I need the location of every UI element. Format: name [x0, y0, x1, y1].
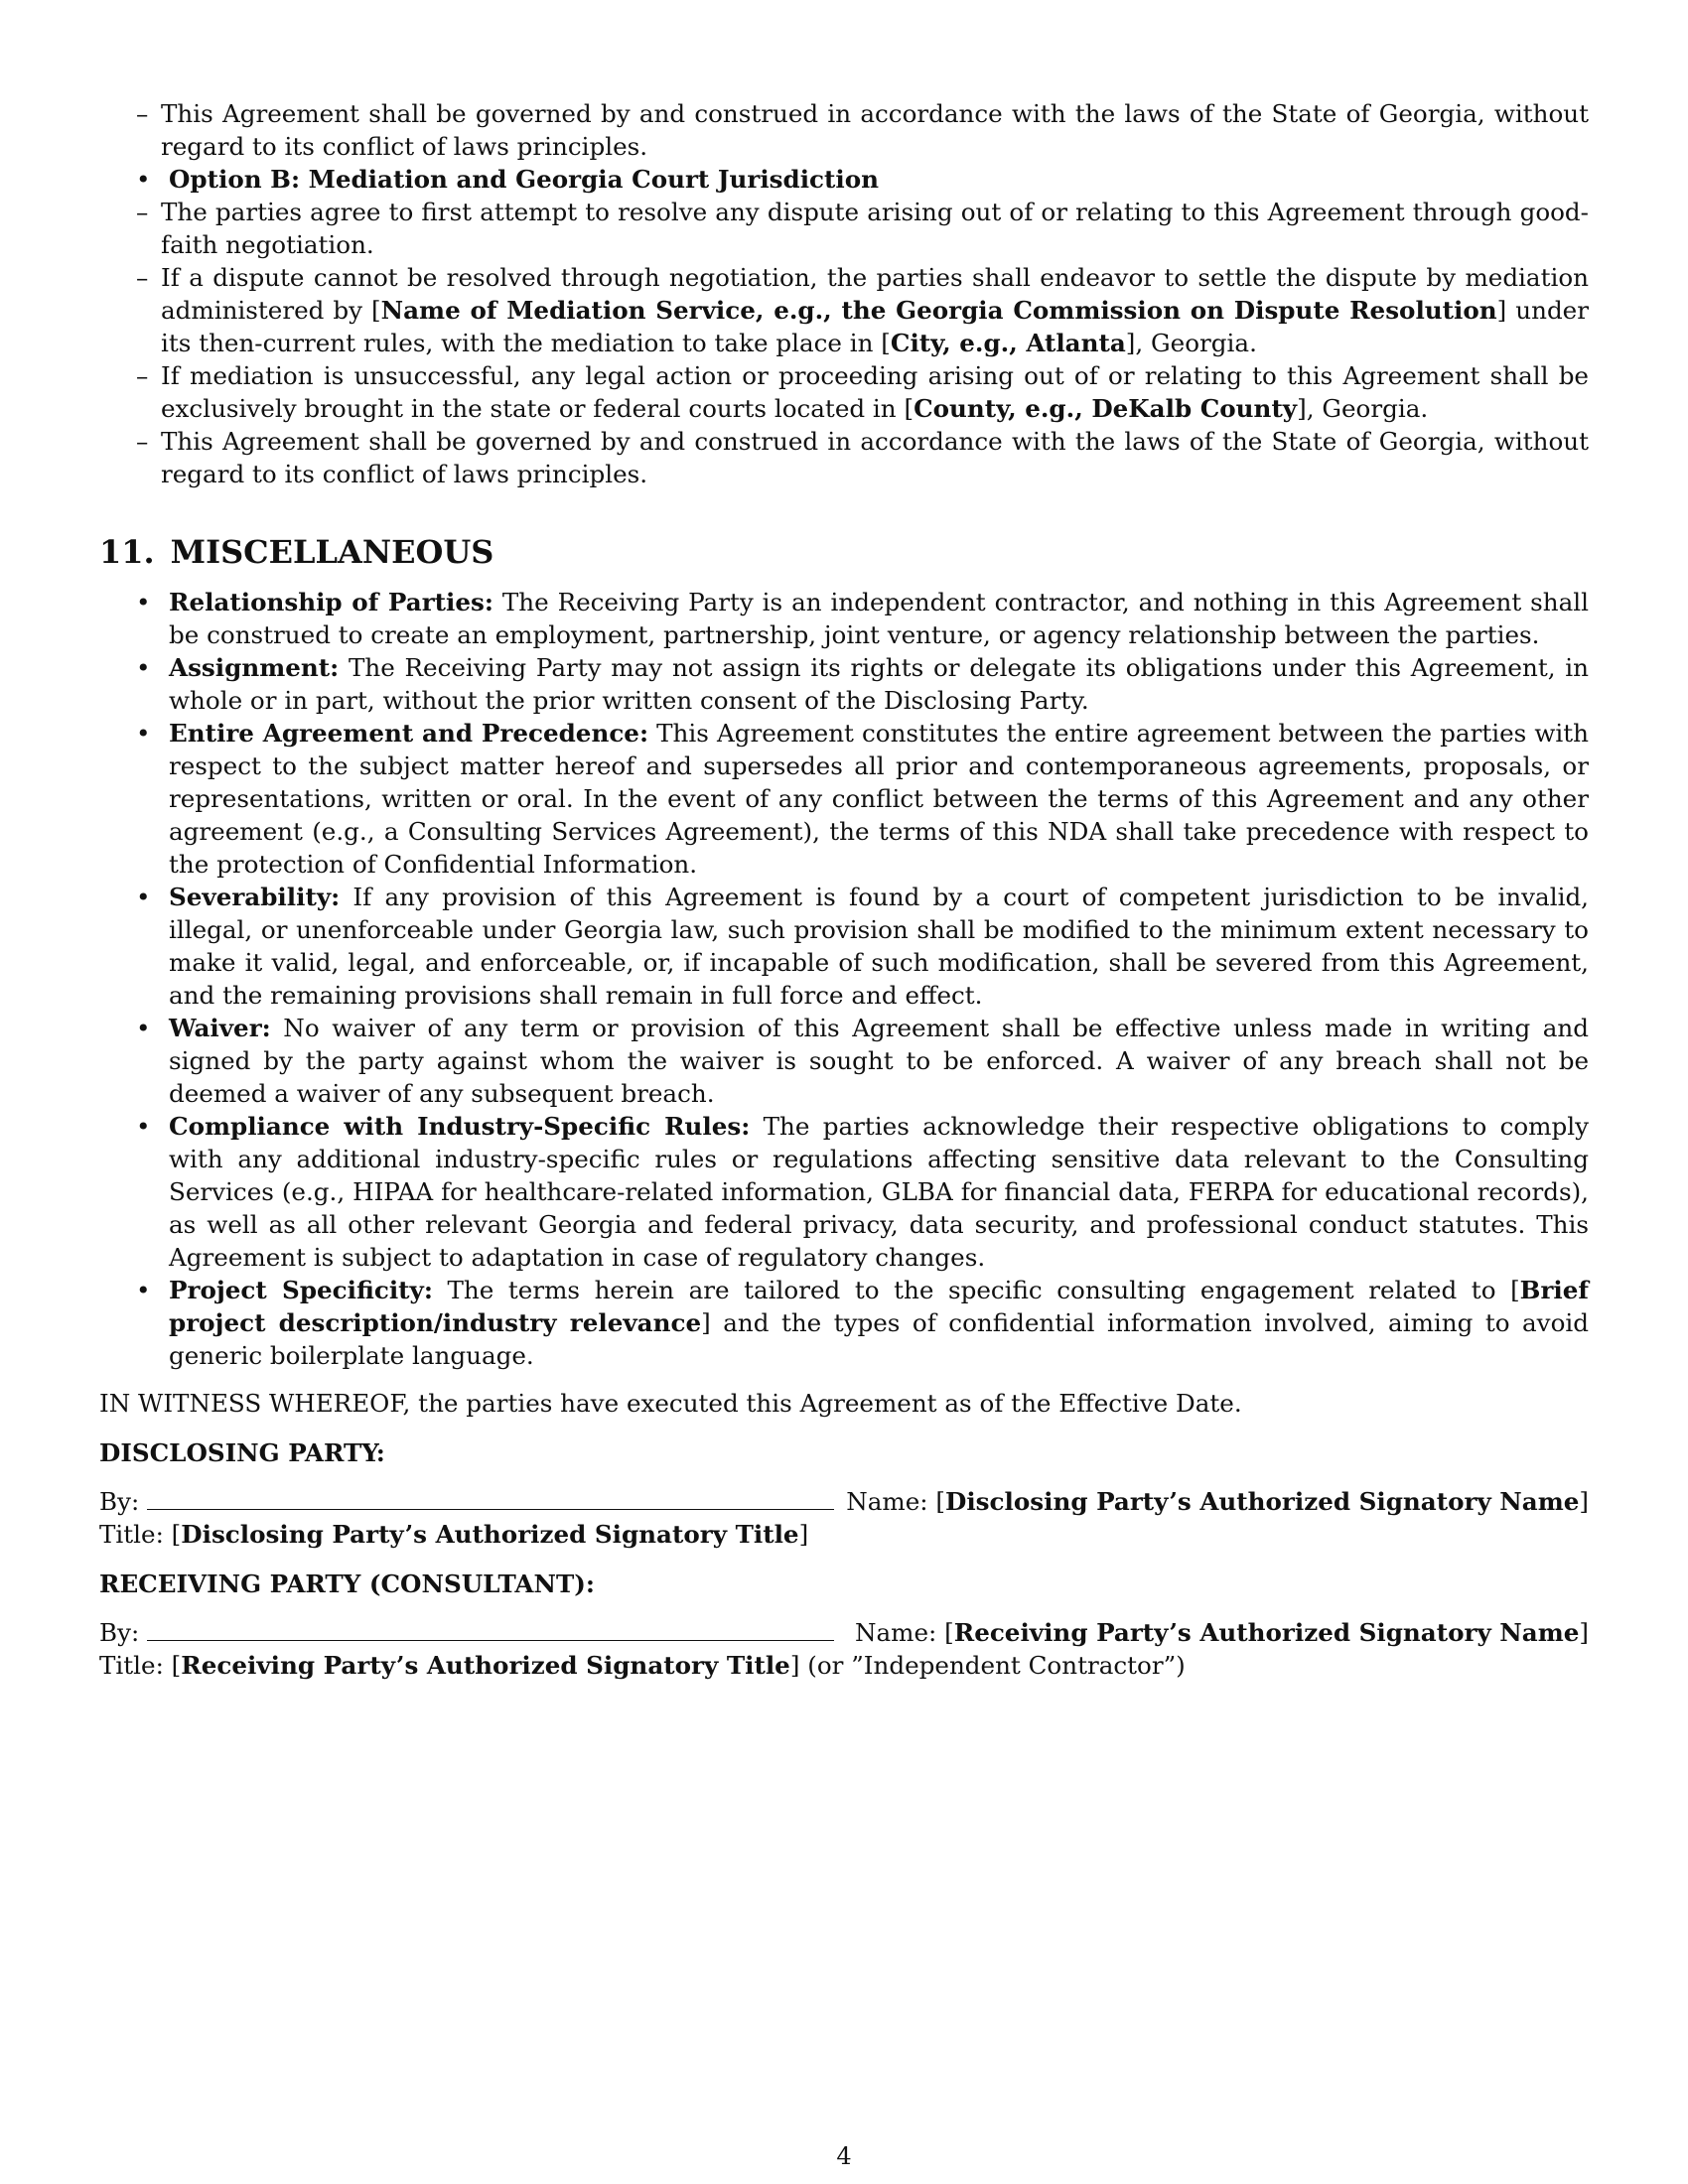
receiving-party-heading: RECEIVING PARTY (CONSULTANT):	[99, 1570, 595, 1598]
page-number: 4	[836, 2142, 852, 2170]
option-a-sublist	[99, 97, 1589, 163]
option-b-item	[99, 163, 1589, 490]
document-page	[99, 97, 1589, 1682]
receiving-signature-blank[interactable]	[147, 1618, 834, 1641]
section-heading: 11. MISCELLANEOUS	[99, 533, 494, 571]
court-item: – If mediation is unsuccessful, any legal action or proceeding arising out of or relating to this Agreement shall be exclusively brought in the state or federal courts located in [County, e.g., DeKalb County], Georgia.	[99, 359, 1589, 425]
mediation-item: – If a dispute cannot be resolved through negotiation, the parties shall endeavor to settle the dispute by mediation administered by [Name of Mediation Service, e.g., the Georgia Commission on Dispute Resolution] under its then-current rules, with the mediation to take place in [City, e.g., Atlanta], Georgia.	[99, 261, 1589, 359]
misc-item: • Severability: If any provision of this Agreement is found by a court of competent jurisdiction to be invalid, illegal, or unenforceable under Georgia law, such provision shall be modified to the minimum extent necessary to make it valid, legal, and enforceable, or, if incapable of such modification, shall be severed from this Agreement, and the remaining provisions shall remain in full force and effect.	[99, 881, 1589, 1012]
witness-statement: IN WITNESS WHEREOF, the parties have executed this Agreement as of the Effective Date.	[99, 1389, 1242, 1418]
misc-item: • Relationship of Parties: The Receiving Party is an independent contractor, and nothing in this Agreement shall be construed to create an employment, partnership, joint venture, or agency relationship between the parties.	[99, 586, 1589, 651]
option-b-sublist	[99, 196, 1589, 490]
negotiation-item: – The parties agree to first attempt to resolve any dispute arising out of or relating to this Agreement through good-faith negotiation.	[99, 196, 1589, 261]
disclosing-signature-line: By: Name: [Disclosing Party’s Authorized Signatory Name]	[99, 1487, 1589, 1516]
misc-item: • Project Specificity: The terms herein are tailored to the specific consulting engagement related to [Brief project description/industry relevance] and the types of confidential information involved, aiming to avoid generic boilerplate language.	[99, 1274, 1589, 1372]
misc-item: • Assignment: The Receiving Party may not assign its rights or delegate its obligations under this Agreement, in whole or in part, without the prior written consent of the Disclosing Party.	[99, 651, 1589, 717]
receiving-signature-line: By: Name: [Receiving Party’s Authorized Signatory Name]	[99, 1618, 1589, 1647]
misc-item: • Compliance with Industry-Specific Rules: The parties acknowledge their respective obligations to comply with any additional industry-specific rules or regulations affecting sensitive data relevant to the Consulting Services (e.g., HIPAA for healthcare-related information, GLBA for financial data, FERPA for educational records), as well as all other relevant Georgia and federal privacy, data security, and professional conduct statutes. This Agreement is subject to adaptation in case of regulatory changes.	[99, 1110, 1589, 1274]
disclosing-signature-blank[interactable]	[147, 1487, 834, 1510]
misc-item: • Waiver: No waiver of any term or provision of this Agreement shall be effective unless made in writing and signed by the party against whom the waiver is sought to be enforced. A waiver of any breach shall not be deemed a waiver of any subsequent breach.	[99, 1012, 1589, 1110]
disclosing-title-line: Title: [Disclosing Party’s Authorized Signatory Title]	[99, 1520, 809, 1549]
disclosing-party-heading: DISCLOSING PARTY:	[99, 1438, 385, 1467]
misc-item: • Entire Agreement and Precedence: This Agreement constitutes the entire agreement between the parties with respect to the subject matter hereof and supersedes all prior and contemporaneous agreements, proposals, or representations, written or oral. In the event of any conflict between the terms of this Agreement and any other agreement (e.g., a Consulting Services Agreement), the terms of this NDA shall take precedence with respect to the protection of Confidential Information.	[99, 717, 1589, 881]
governing-law-item-b: – This Agreement shall be governed by and construed in accordance with the laws of the State of Georgia, without regard to its conflict of laws principles.	[99, 425, 1589, 490]
option-b-label: Option B: Mediation and Georgia Court Jurisdiction	[169, 165, 880, 194]
misc-list	[99, 586, 1589, 1372]
governing-law-item: – This Agreement shall be governed by and construed in accordance with the laws of the State of Georgia, without regard to its conflict of laws principles.	[99, 97, 1589, 163]
receiving-title-line: Title: [Receiving Party’s Authorized Signatory Title] (or ”Independent Contractor”)	[99, 1651, 1186, 1680]
option-b-list	[99, 163, 1589, 490]
